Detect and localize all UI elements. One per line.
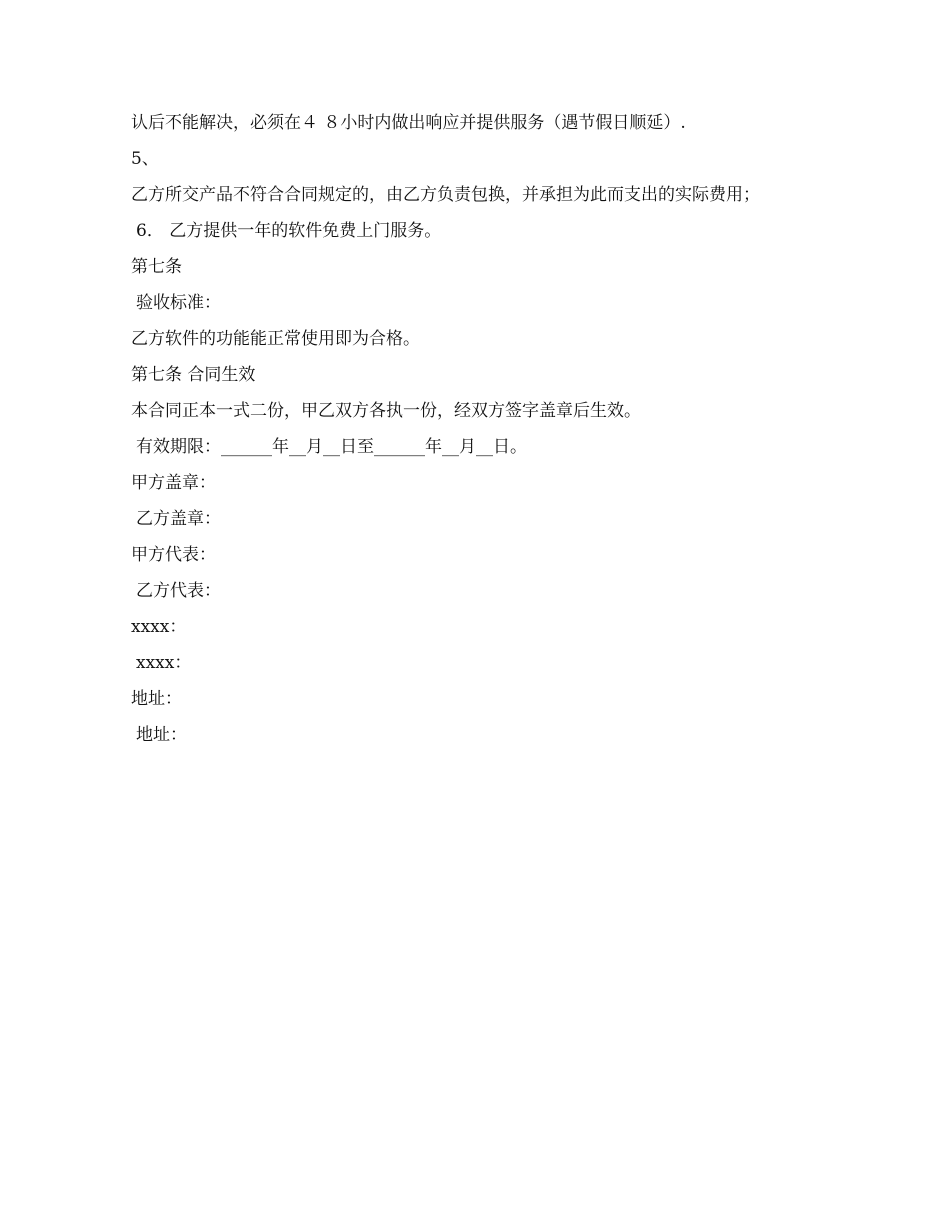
contract-copies-text: 本合同正本一式二份，甲乙双方各执一份，经双方签字盖章后生效。	[131, 401, 641, 421]
party-a-seal-label: 甲方盖章：	[131, 473, 216, 493]
party-b-seal-label: 乙方盖章：	[136, 509, 221, 529]
party-b-placeholder-label: xxxx：	[136, 653, 192, 673]
party-b-representative-label: 乙方代表：	[136, 581, 221, 601]
article-heading: 第七条	[131, 257, 182, 277]
article-effective-heading: 第七条 合同生效	[131, 365, 256, 385]
party-b-address-label: 地址：	[136, 725, 187, 745]
item-number-5: 5、	[131, 149, 159, 169]
acceptance-standard-text: 乙方软件的功能能正常使用即为合格。	[131, 329, 420, 349]
clause-text-response-time: 认后不能解决，必须在４ ８小时内做出响应并提供服务（遇节假日顺延）.	[131, 113, 686, 133]
party-a-address-label: 地址：	[131, 689, 182, 709]
validity-period-line: 有效期限：______年__月__日至______年__月__日。	[136, 437, 527, 457]
acceptance-standard-label: 验收标准：	[136, 293, 221, 313]
party-a-placeholder-label: xxxx：	[131, 617, 187, 637]
party-a-representative-label: 甲方代表：	[131, 545, 216, 565]
item-6-service: 6． 乙方提供一年的软件免费上门服务。	[136, 221, 442, 241]
clause-text-replacement: 乙方所交产品不符合合同规定的，由乙方负责包换，并承担为此而支出的实际费用；	[131, 185, 760, 205]
